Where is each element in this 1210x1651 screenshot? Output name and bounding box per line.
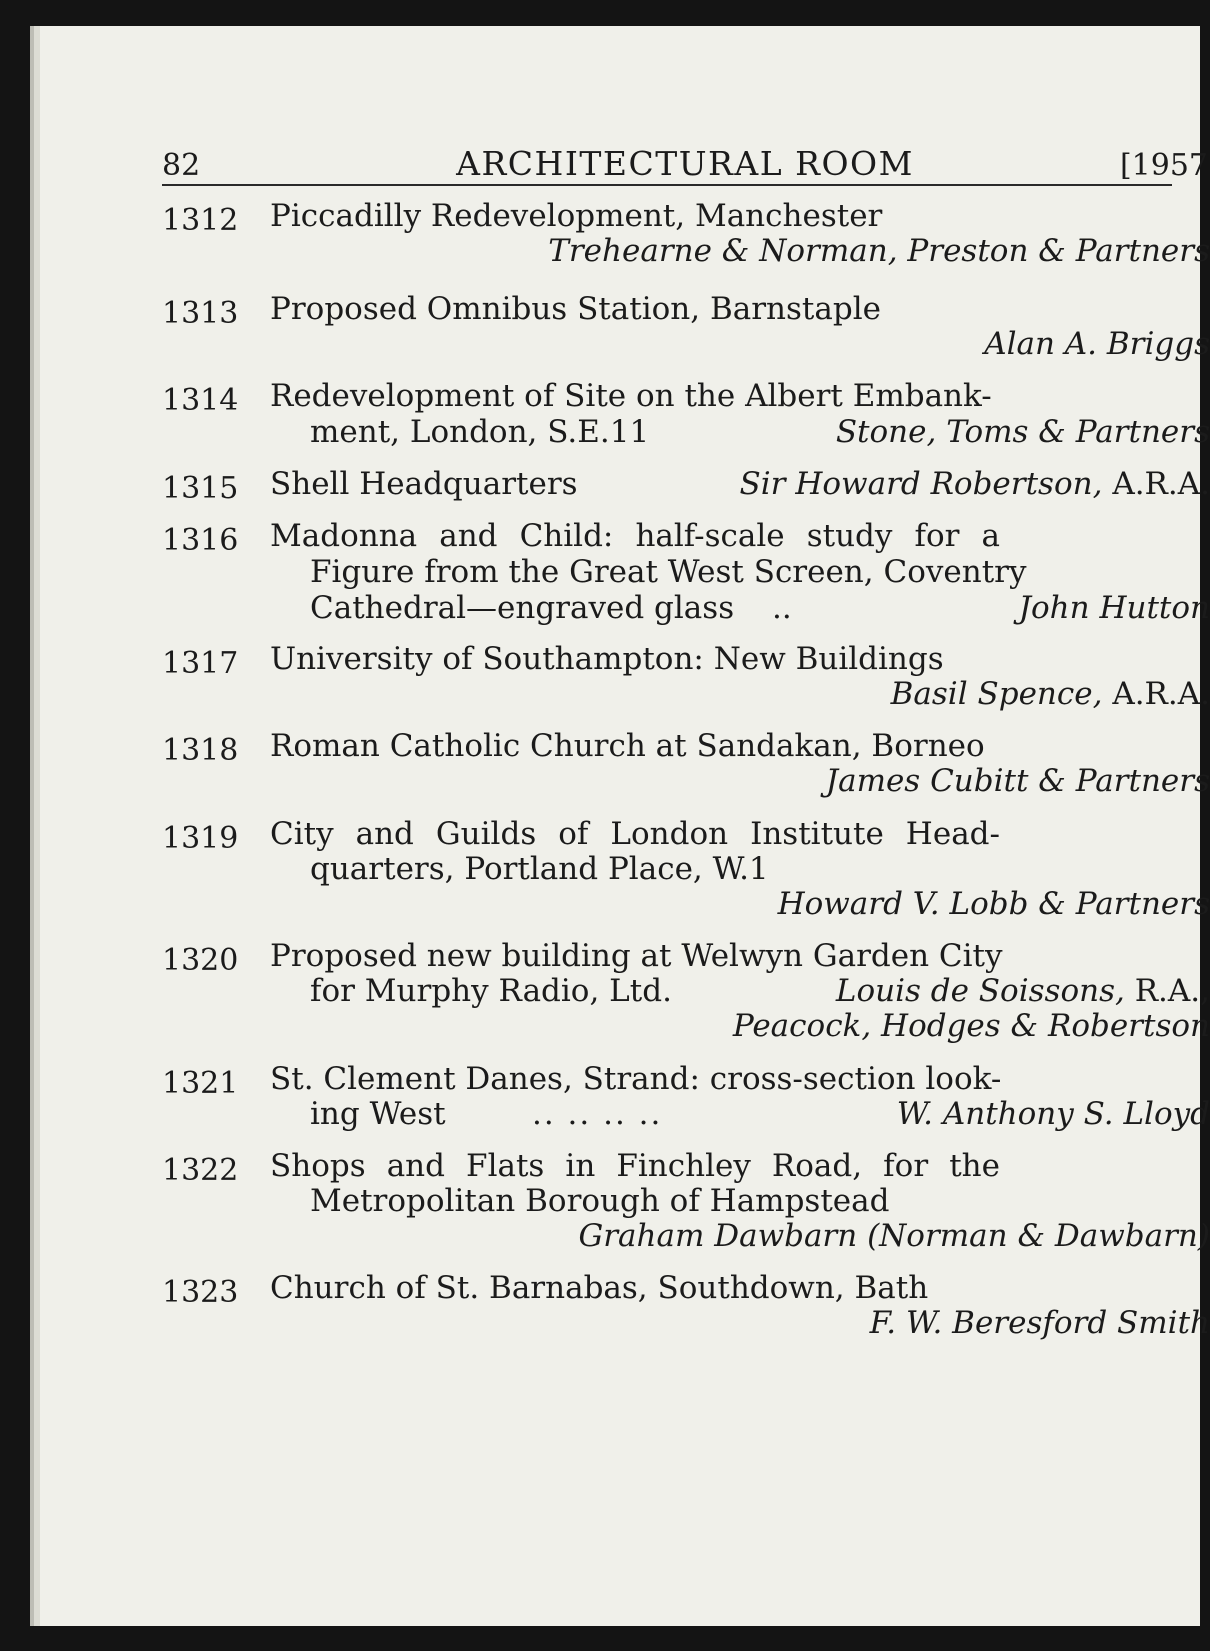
entry-architect: James Cubitt & Partners [825, 763, 1210, 799]
entry-number: 1321 [162, 1066, 239, 1101]
entry-title: Shell Headquarters [270, 466, 578, 502]
entry-architect: Peacock, Hodges & Robertson [732, 1008, 1210, 1044]
catalogue-entry [162, 938, 1210, 1058]
entry-title-line: Metropolitan Borough of Hampstead [310, 1183, 890, 1219]
entry-title-line: Figure from the Great West Screen, Coventry [310, 554, 1027, 590]
leader-dots: .. [772, 590, 792, 626]
entry-number: 1318 [162, 733, 239, 768]
entry-architect-group [891, 676, 1210, 713]
entry-title: Proposed Omnibus Station, Barnstaple [270, 291, 881, 327]
entry-distinction: R.A., [1134, 973, 1210, 1009]
catalogue-entry [162, 816, 1210, 936]
entry-title-line: Proposed new building at Welwyn Garden City [270, 938, 1003, 974]
entry-number: 1319 [162, 821, 239, 856]
entry-title-line: ing West [310, 1096, 446, 1132]
entry-architect: Basil Spence, [890, 676, 1103, 712]
entry-architect: Sir Howard Robertson, [739, 466, 1103, 502]
entry-title-line: Shops and Flats in Finchley Road, for the [270, 1148, 1000, 1184]
entry-title-line: quarters, Portland Place, W.1 [310, 851, 769, 887]
entry-architect: Trehearne & Norman, Preston & Partners [548, 233, 1210, 269]
entry-architect: Alan A. Briggs [984, 326, 1210, 362]
entry-title-line: Cathedral—engraved glass [310, 590, 735, 626]
entry-architect: W. Anthony S. Lloyd [896, 1096, 1210, 1132]
catalogue-entry [162, 1270, 1210, 1350]
entry-number: 1316 [162, 523, 239, 558]
entry-number: 1315 [162, 471, 239, 506]
entry-title-line: St. Clement Danes, Strand: cross-section look- [270, 1061, 1002, 1097]
entry-number: 1323 [162, 1275, 239, 1310]
entry-number: 1313 [162, 296, 239, 331]
entry-architect: F. W. Beresford Smith [869, 1305, 1210, 1341]
book-page [40, 26, 1210, 1626]
catalogue-entry [162, 728, 1210, 808]
entry-architect: Louis de Soissons, [835, 973, 1125, 1009]
entry-architect-group [836, 973, 1210, 1010]
catalogue-entry [162, 378, 1210, 458]
entry-title-line: Redevelopment of Site on the Albert Embank- [270, 378, 992, 414]
catalogue-entry [162, 641, 1210, 721]
page-year: [1957 [1119, 148, 1208, 183]
entry-title-line: for Murphy Radio, Ltd. [310, 973, 672, 1009]
entry-title: Roman Catholic Church at Sandakan, Borneo [270, 728, 985, 764]
catalogue-entry [162, 1148, 1210, 1268]
entry-title-line: ment, London, S.E.11 [310, 414, 650, 450]
entry-number: 1312 [162, 203, 239, 238]
entry-title: Church of St. Barnabas, Southdown, Bath [270, 1270, 929, 1306]
entry-number: 1320 [162, 943, 239, 978]
entry-architect: Stone, Toms & Partners [835, 414, 1210, 450]
catalogue-entry [162, 518, 1210, 638]
entry-architect: John Hutton [1018, 590, 1210, 626]
running-title: ARCHITECTURAL ROOM [456, 144, 914, 183]
catalogue-entry [162, 291, 1210, 371]
entry-title-line: Madonna and Child: half-scale study for a [270, 518, 1000, 554]
entry-architect-group [740, 466, 1210, 503]
entry-distinction: A.R.A. [1112, 466, 1210, 502]
page-header [162, 122, 1208, 183]
entry-distinction: A.R.A. [1112, 676, 1210, 712]
leader-dots: .. .. .. .. [532, 1096, 663, 1132]
entry-title: University of Southampton: New Buildings [270, 641, 944, 677]
header-rule [162, 184, 1172, 186]
entry-title: Piccadilly Redevelopment, Manchester [270, 198, 883, 234]
entry-architect: Howard V. Lobb & Partners [777, 886, 1210, 922]
entry-title-line: City and Guilds of London Institute Head- [270, 816, 1000, 852]
entry-number: 1322 [162, 1153, 239, 1188]
entry-number: 1314 [162, 383, 239, 418]
entry-architect: Graham Dawbarn (Norman & Dawbarn) [578, 1218, 1210, 1254]
catalogue-entry [162, 198, 1210, 278]
catalogue-entry [162, 466, 1210, 510]
entry-number: 1317 [162, 646, 239, 681]
page-number: 82 [162, 148, 201, 183]
catalogue-entry [162, 1061, 1210, 1141]
